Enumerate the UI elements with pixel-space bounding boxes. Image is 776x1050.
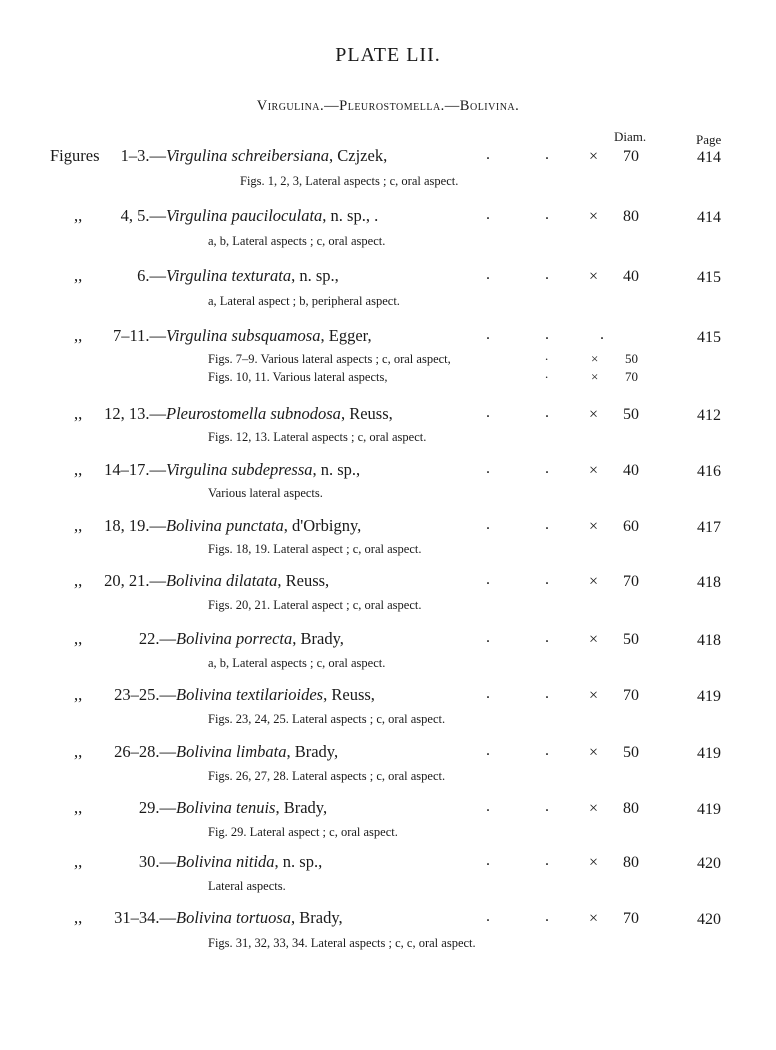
species-author: , Brady, bbox=[291, 908, 343, 927]
page-number: 415 bbox=[697, 329, 721, 346]
figure-caption: Figs. 12, 13. Lateral aspects ; c, oral aspect. bbox=[208, 430, 427, 444]
diameter-value: 40 bbox=[623, 268, 639, 285]
figure-numbers: 7–11.— bbox=[112, 326, 166, 345]
leader-dot: . bbox=[545, 798, 549, 815]
diameter-value: 50 bbox=[625, 351, 638, 366]
leader-dot: . bbox=[486, 852, 490, 869]
figure-caption: Figs. 1, 2, 3, Lateral aspects ; c, oral aspect. bbox=[240, 174, 459, 188]
page-number: 414 bbox=[697, 209, 721, 226]
leader-dot: . bbox=[545, 460, 549, 477]
page-number: 414 bbox=[697, 149, 721, 166]
figure-caption: a, b, Lateral aspects ; c, oral aspect. bbox=[208, 656, 386, 670]
diameter-value: 50 bbox=[623, 406, 639, 423]
page-number: 418 bbox=[697, 632, 721, 649]
diam-column-header: Diam. bbox=[614, 129, 647, 144]
figure-numbers: 6.— bbox=[137, 266, 166, 285]
page-number: 419 bbox=[697, 688, 721, 705]
species-genus: Virgulina subsquamosa bbox=[166, 326, 321, 345]
figure-prefix: ,, bbox=[74, 629, 83, 648]
leader-dot: . bbox=[486, 326, 490, 343]
species-author: , Reuss, bbox=[323, 685, 375, 704]
figure-numbers: 30.— bbox=[138, 852, 176, 871]
diameter-value: 70 bbox=[625, 369, 638, 384]
species-name bbox=[166, 404, 393, 424]
page-number: 412 bbox=[697, 407, 721, 424]
magnification-sign: × bbox=[591, 351, 599, 366]
magnification-sign: × bbox=[589, 631, 599, 648]
figure-caption: Fig. 29. Lateral aspect ; c, oral aspect. bbox=[208, 825, 398, 839]
leader-dot: . bbox=[545, 206, 549, 223]
species-author: , n. sp., bbox=[312, 460, 361, 479]
figure-numbers: 22.— bbox=[138, 629, 176, 648]
figure-numbers: 23–25.— bbox=[114, 685, 176, 704]
leader-dot: . bbox=[545, 348, 549, 363]
diameter-value: 70 bbox=[623, 573, 639, 590]
species-genus: Bolivina nitida bbox=[176, 852, 275, 871]
species-name bbox=[176, 908, 343, 928]
figure-prefix: ,, bbox=[74, 266, 83, 285]
species-author: , Brady, bbox=[292, 629, 344, 648]
species-name bbox=[166, 460, 360, 480]
species-genus: Bolivina tenuis bbox=[176, 798, 276, 817]
diameter-value: 50 bbox=[623, 744, 639, 761]
figure-prefix: ,, bbox=[74, 326, 83, 345]
figure-caption: Figs. 26, 27, 28. Lateral aspects ; c, oral aspect. bbox=[208, 769, 446, 783]
species-author: , Czjzek, bbox=[329, 146, 388, 165]
species-genus: Bolivina textilarioides bbox=[176, 685, 324, 704]
figure-numbers: 29.— bbox=[138, 798, 176, 817]
figure-numbers: 31–34.— bbox=[114, 908, 176, 927]
leader-dot: . bbox=[545, 852, 549, 869]
species-author: , Reuss, bbox=[277, 571, 330, 590]
figure-prefix: ,, bbox=[74, 516, 83, 535]
figure-numbers: 1–3.— bbox=[120, 146, 166, 165]
leader-dot: . bbox=[545, 146, 549, 163]
page-column-header: Page bbox=[696, 132, 722, 147]
diameter-value: 50 bbox=[623, 631, 639, 648]
species-name bbox=[176, 852, 322, 872]
species-genus: Bolivina limbata bbox=[176, 742, 287, 761]
figure-numbers: 18, 19.— bbox=[104, 516, 166, 535]
leader-dot: . bbox=[545, 516, 549, 533]
figure-prefix: ,, bbox=[74, 571, 83, 590]
figure-numbers: 4, 5.— bbox=[120, 206, 166, 225]
species-author: , Brady, bbox=[275, 798, 328, 817]
leader-dot: . bbox=[486, 798, 490, 815]
magnification-sign: × bbox=[591, 369, 599, 384]
page-number: 417 bbox=[697, 519, 721, 536]
leader-dot: . bbox=[486, 146, 490, 163]
leader-dot: . bbox=[486, 571, 490, 588]
figure-numbers: 12, 13.— bbox=[104, 404, 166, 423]
species-name bbox=[166, 571, 329, 591]
magnification-sign: × bbox=[589, 208, 599, 225]
species-genus: Bolivina tortuosa bbox=[176, 908, 292, 927]
magnification-sign: × bbox=[589, 744, 599, 761]
magnification-sign: × bbox=[589, 573, 599, 590]
figure-prefix: ,, bbox=[74, 404, 83, 423]
figure-numbers: 14–17.— bbox=[104, 460, 166, 479]
figure-caption: Figs. 23, 24, 25. Lateral aspects ; c, oral aspect. bbox=[208, 712, 446, 726]
species-author: , d'Orbigny, bbox=[283, 516, 362, 535]
species-genus: Bolivina porrecta bbox=[176, 629, 293, 648]
figure-prefix: ,, bbox=[74, 685, 83, 704]
species-genus: Virgulina pauciloculata bbox=[166, 206, 323, 225]
leader-dot: . bbox=[486, 685, 490, 702]
leader-dot: . bbox=[545, 629, 549, 646]
species-name bbox=[176, 629, 344, 649]
figure-caption: Figs. 10, 11. Various lateral aspects, bbox=[208, 370, 388, 384]
figure-caption: Lateral aspects. bbox=[208, 879, 286, 893]
leader-dot: . bbox=[486, 629, 490, 646]
species-name bbox=[166, 326, 372, 346]
leader-dot: . bbox=[545, 326, 549, 343]
plate-subtitle: Virgulina.—Pleurostomella.—Bolivina. bbox=[256, 98, 520, 114]
diameter-value: 80 bbox=[623, 208, 639, 225]
diameter-value: 60 bbox=[623, 518, 639, 535]
leader-dot: . bbox=[545, 404, 549, 421]
page-number: 415 bbox=[697, 269, 721, 286]
magnification-sign: × bbox=[589, 854, 599, 871]
species-name bbox=[166, 266, 339, 286]
figure-prefix: ,, bbox=[74, 798, 83, 817]
page-number: 420 bbox=[697, 911, 721, 928]
leader-dot: . bbox=[486, 266, 490, 283]
species-genus: Bolivina punctata bbox=[166, 516, 284, 535]
figure-caption: Figs. 18, 19. Lateral aspect ; c, oral aspect. bbox=[208, 542, 422, 556]
figure-caption: a, b, Lateral aspects ; c, oral aspect. bbox=[208, 234, 386, 248]
leader-dot: . bbox=[545, 571, 549, 588]
species-genus: Pleurostomella subnodosa bbox=[166, 404, 341, 423]
species-genus: Virgulina texturata bbox=[166, 266, 292, 285]
leader-dot: . bbox=[545, 685, 549, 702]
magnification-sign: × bbox=[589, 406, 599, 423]
magnification-sign: × bbox=[589, 462, 599, 479]
leader-dot: . bbox=[545, 908, 549, 925]
species-genus: Bolivina dilatata bbox=[166, 571, 278, 590]
species-author: , Egger, bbox=[320, 326, 372, 345]
species-author: , Brady, bbox=[286, 742, 339, 761]
page-number: 419 bbox=[697, 745, 721, 762]
species-author: , n. sp., bbox=[291, 266, 339, 285]
leader-dot: . bbox=[486, 908, 490, 925]
species-name bbox=[166, 146, 387, 166]
leader-dot: . bbox=[545, 266, 549, 283]
diameter-value: 40 bbox=[623, 462, 639, 479]
magnification-sign: × bbox=[589, 148, 599, 165]
page-number: 416 bbox=[697, 463, 721, 480]
figure-prefix: ,, bbox=[74, 908, 83, 927]
leader-dot: . bbox=[486, 206, 490, 223]
page-number: 420 bbox=[697, 855, 721, 872]
species-genus: Virgulina subdepressa bbox=[166, 460, 313, 479]
diameter-value: 70 bbox=[623, 910, 639, 927]
species-author: , n. sp., bbox=[274, 852, 323, 871]
page-title: PLATE LII. bbox=[335, 44, 441, 66]
figure-caption: Various lateral aspects. bbox=[208, 486, 323, 500]
species-name bbox=[166, 206, 378, 226]
magnification-sign: × bbox=[589, 518, 599, 535]
leader-dot: . bbox=[486, 460, 490, 477]
figure-caption: Figs. 31, 32, 33, 34. Lateral aspects ; c, c, oral aspect. bbox=[208, 936, 476, 950]
figure-numbers: 26–28.— bbox=[114, 742, 176, 761]
figure-numbers: 20, 21.— bbox=[104, 571, 166, 590]
species-genus: Virgulina schreibersiana bbox=[166, 146, 330, 165]
figure-prefix: ,, bbox=[74, 852, 83, 871]
figure-caption: a, Lateral aspect ; b, peripheral aspect. bbox=[208, 294, 400, 308]
magnification-sign: × bbox=[589, 687, 599, 704]
species-name bbox=[176, 798, 327, 818]
figure-caption: Figs. 20, 21. Lateral aspect ; c, oral aspect. bbox=[208, 598, 422, 612]
species-name bbox=[176, 742, 338, 762]
leader-dot: . bbox=[486, 404, 490, 421]
figure-prefix: Figures bbox=[50, 146, 100, 165]
diameter-value: 70 bbox=[623, 148, 639, 165]
figure-prefix: ,, bbox=[74, 460, 83, 479]
leader-dot: . bbox=[545, 366, 549, 381]
page-number: 419 bbox=[697, 801, 721, 818]
diameter-value: 70 bbox=[623, 687, 639, 704]
diameter-value: 80 bbox=[623, 800, 639, 817]
species-author: , Reuss, bbox=[340, 404, 393, 423]
figure-prefix: ,, bbox=[74, 742, 83, 761]
leader-dot: . bbox=[545, 742, 549, 759]
figure-caption: Figs. 7–9. Various lateral aspects ; c, oral aspect, bbox=[208, 352, 451, 366]
page-number: 418 bbox=[697, 574, 721, 591]
leader-dot: . bbox=[600, 326, 604, 343]
magnification-sign: × bbox=[589, 800, 599, 817]
leader-dot: . bbox=[486, 516, 490, 533]
magnification-sign: × bbox=[589, 268, 599, 285]
leader-dot: . bbox=[486, 742, 490, 759]
species-name bbox=[176, 685, 375, 705]
species-author: , n. sp., . bbox=[322, 206, 379, 225]
figure-prefix: ,, bbox=[74, 206, 83, 225]
diameter-value: 80 bbox=[623, 854, 639, 871]
species-name bbox=[166, 516, 361, 536]
magnification-sign: × bbox=[589, 910, 599, 927]
